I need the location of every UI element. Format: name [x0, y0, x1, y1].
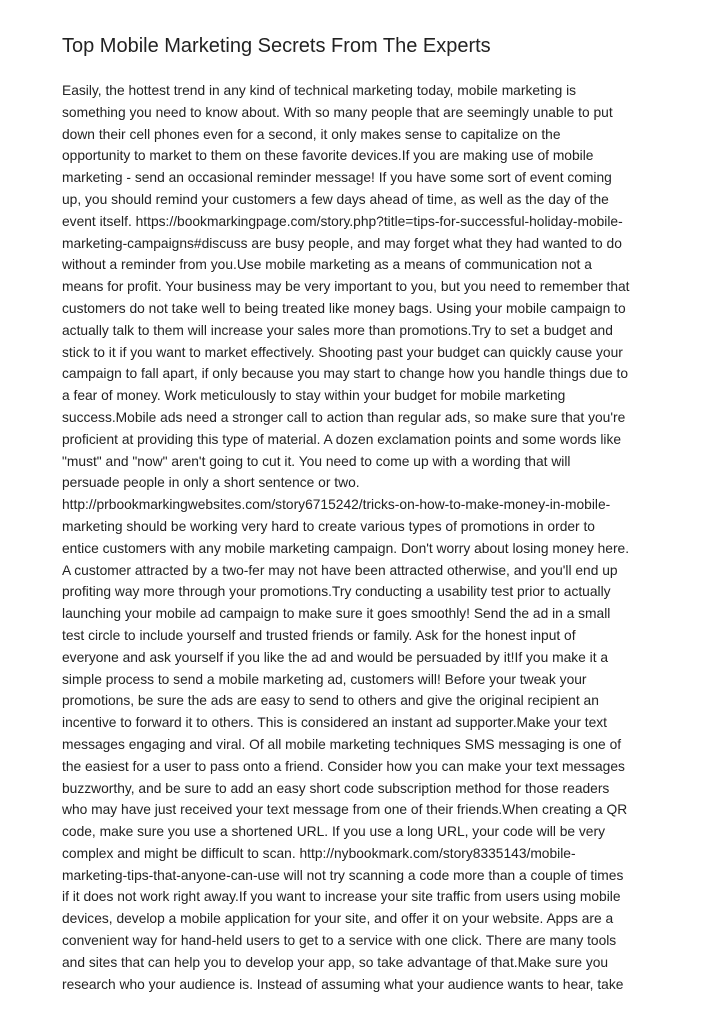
body-text-line: research who your audience is. Instead of assuming what your audience wants to hear, take: [62, 976, 624, 992]
body-text-line: event itself. https://bookmarkingpage.com/story.php?title=tips-for-successful-holiday-mobile-: [62, 213, 623, 229]
body-text-line: the easiest for a user to pass onto a friend. Consider how you can make your text messages: [62, 758, 625, 774]
body-text-line: without a reminder from you.Use mobile marketing as a means of communication not a: [62, 257, 592, 273]
body-text-line: campaign to fall apart, if only because you may start to change how you handle things due to: [62, 366, 629, 382]
body-text-line: launching your mobile ad campaign to make sure it goes smoothly! Send the ad in a small: [62, 606, 611, 622]
body-text-line: A customer attracted by a two-fer may not have been attracted otherwise, and you'll end up: [62, 562, 618, 578]
body-text-line: marketing-tips-that-anyone-can-use will not try scanning a code more than a couple of times: [62, 867, 624, 883]
body-text-line: test circle to include yourself and trusted friends or family. Ask for the honest input of: [62, 627, 576, 643]
body-text-line: profiting way more through your promotions.Try conducting a usability test prior to actually: [62, 584, 611, 600]
body-text-line: Easily, the hottest trend in any kind of technical marketing today, mobile marketing is: [62, 83, 577, 98]
body-text-line: and sites that can help you to develop your app, so take advantage of that.Make sure you: [62, 954, 609, 970]
body-text-line: up, you should remind your customers a few days ahead of time, as well as the day of the: [62, 191, 609, 207]
page-title: Top Mobile Marketing Secrets From The Experts: [62, 35, 491, 57]
body-text-line: "must" and "now" aren't going to cut it. You need to come up with a wording that will: [62, 453, 571, 469]
body-text-line: marketing-campaigns#discuss are busy people, and may forget what they had wanted to do: [62, 235, 622, 251]
body-text-line: buzzworthy, and be sure to add an easy short code subscription method for those readers: [62, 780, 610, 796]
body-text-line: marketing - send an occasional reminder message! If you have some sort of event coming: [62, 170, 612, 186]
body-text-line: something you need to know about. With so many people that are seemingly unable to put: [62, 104, 613, 120]
body-text-line: a fear of money. Work meticulously to stay within your budget for mobile marketing: [62, 388, 566, 404]
body-text-line: customers do not take well to being treated like money bags. Using your mobile campaign to: [62, 300, 626, 316]
body-text-line: everyone and ask yourself if you like the ad and would be persuaded by it!If you make it a: [62, 649, 609, 665]
body-text-line: devices, develop a mobile application for your site, and offer it on your website. Apps are a: [62, 911, 614, 927]
body-text-line: persuade people in only a short sentence or two.: [62, 475, 360, 491]
body-text-line: entice customers with any mobile marketing campaign. Don't worry about losing money here.: [62, 540, 630, 556]
body-text-line: who may have just received your text message from one of their friends.When creating a QR: [62, 802, 628, 818]
body-text-line: promotions, be sure the ads are easy to send to others and give the original recipient an: [62, 693, 599, 709]
body-text-line: complex and might be difficult to scan. http://nybookmark.com/story8335143/mobile-: [62, 845, 576, 861]
body-text-line: proficient at providing this type of material. A dozen exclamation points and some words like: [62, 431, 622, 447]
body-text-line: simple process to send a mobile marketing ad, customers will! Before your tweak your: [62, 671, 587, 687]
body-text-line: marketing should be working very hard to create various types of promotions in order to: [62, 518, 595, 534]
body-text-line: success.Mobile ads need a stronger call to action than regular ads, so make sure that you're: [62, 409, 626, 425]
body-text-line: stick to it if you want to market effectively. Shooting past your budget can quickly cause your: [62, 344, 623, 360]
body-text-line: http://prbookmarkingwebsites.com/story6715242/tricks-on-how-to-make-money-in-mobile-: [62, 497, 611, 513]
body-text-line: incentive to forward it to others. This is considered an instant ad supporter.Make your text: [62, 715, 608, 731]
body-text-line: messages engaging and viral. Of all mobile marketing techniques SMS messaging is one of: [62, 736, 622, 752]
article-body: [62, 80, 662, 995]
body-text-line: if it does not work right away.If you want to increase your site traffic from users using mobile: [62, 889, 621, 905]
body-text-line: convenient way for hand-held users to get to a service with one click. There are many tools: [62, 933, 617, 949]
body-text-line: down their cell phones even for a second, it only makes sense to capitalize on the: [62, 126, 561, 142]
body-text-line: opportunity to market to them on these favorite devices.If you are making use of mobile: [62, 148, 594, 164]
body-text-line: means for profit. Your business may be very important to you, but you need to remember that: [62, 279, 630, 295]
body-text-line: actually talk to them will increase your sales more than promotions.Try to set a budget and: [62, 322, 613, 338]
body-text-line: code, make sure you use a shortened URL. If you use a long URL, your code will be very: [62, 824, 605, 840]
